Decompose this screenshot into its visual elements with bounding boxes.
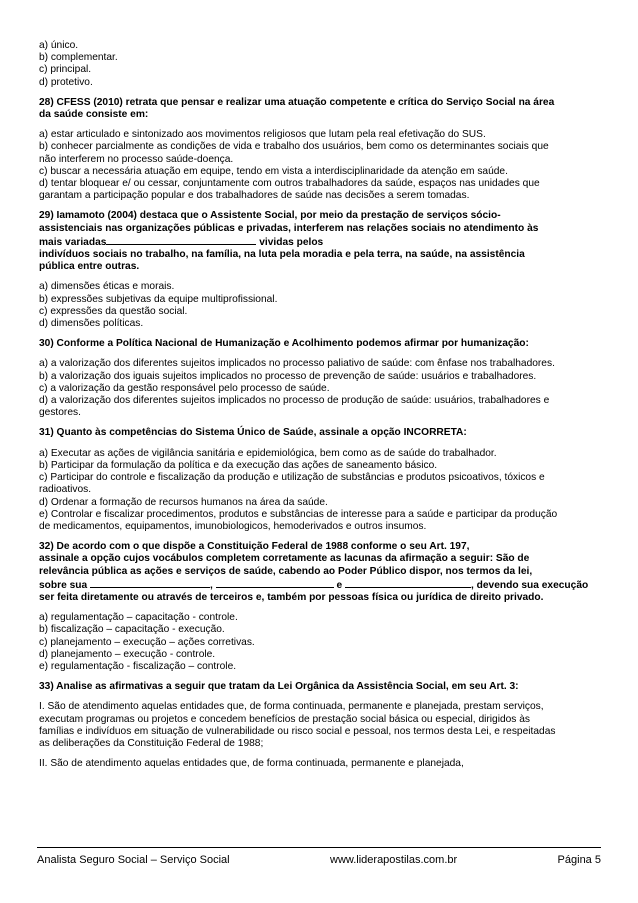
- question-33-statement-i-line4: as deliberações da Constituição Federal de 1988;: [39, 737, 264, 749]
- question-30-option-d-line1: d) a valorização dos diferentes sujeitos implicados no processo de produção de saúde: usuários, trabalhadores e: [39, 395, 550, 407]
- question-29-title-line2: assistenciais nas organizações públicas e privadas, interferem nas relações sociais no atendimento às: [39, 222, 539, 234]
- question-31-option-e-line2: de medicamentos, equipamentos, imunobiologicos, hemoderivados e outros insumos.: [39, 520, 427, 532]
- question-31-title: 31) Quanto às competências do Sistema Único de Saúde, assinale a opção INCORRETA:: [39, 427, 467, 439]
- question-33-statement-i-line1: I. São de atendimento aquelas entidades que, de forma continuada, permanente e planejada, prestam serviços,: [39, 701, 544, 713]
- question-30-option-d-line2: gestores.: [39, 407, 81, 419]
- question-32-and: e: [333, 579, 345, 591]
- fill-in-blank-1: [90, 578, 210, 588]
- question-30-title: 30) Conforme a Política Nacional de Humanização e Acolhimento podemos afirmar por humanização:: [39, 338, 529, 350]
- question-32-title-line2: assinale a opção cujos vocábulos completem corretamente as lacunas da afirmação a seguir: São de: [39, 553, 530, 565]
- previous-question-options: [39, 40, 601, 89]
- fill-in-blank-2: [216, 578, 334, 588]
- question-33-statement-i-line3: famílias e indivíduos em situação de vulnerabilidade ou risco social e pessoal, nos termos desta Lei, e respeitadas: [39, 725, 556, 737]
- question-31-option-b: b) Participar da formulação da política e da execução das ações de saneamento básico.: [39, 459, 438, 471]
- document-body: [39, 40, 601, 770]
- question-33-statement-ii: II. São de atendimento aquelas entidades que, de forma continuada, permanente e planejada,: [39, 758, 464, 770]
- question-29-title-line4: indivíduos sociais no trabalho, na família, na luta pela moradia e pela terra, na saúde, na assistência: [39, 249, 525, 261]
- question-29-title-line5: pública entre outras.: [39, 261, 140, 273]
- question-32-title-line1: 32) De acordo com o que dispõe a Constituição Federal de 1988 conforme o seu Art. 197,: [39, 541, 470, 553]
- question-31-option-e-line1: e) Controlar e fiscalizar procedimentos, produtos e substâncias de interesse para a saúde e participar da produção: [39, 508, 558, 520]
- question-33: [39, 681, 601, 770]
- question-31-option-a: a) Executar as ações de vigilância sanitária e epidemiológica, bem como as de saúde do trabalhador.: [39, 447, 497, 459]
- question-32-title-line4-end: , devendo sua execução: [471, 579, 589, 591]
- option-d: d) protetivo.: [39, 76, 93, 88]
- question-28-title-line2: da saúde consiste em:: [39, 109, 149, 121]
- question-32-option-c: c) planejamento – execução – ações corretivas.: [39, 636, 255, 648]
- question-32-option-e: e) regulamentação - fiscalização – controle.: [39, 660, 237, 672]
- question-28-option-b-line1: b) conhecer parcialmente as condições de vida e trabalho dos usuários, bem como os determinantes sociais que: [39, 141, 549, 153]
- question-28: [39, 97, 601, 203]
- question-31-option-c-line2: radioativos.: [39, 484, 92, 496]
- question-33-title: 33) Analise as afirmativas a seguir que tratam da Lei Orgânica da Assistência Social, em seu Art. 3:: [39, 681, 519, 693]
- footer-page-number: Página 5: [557, 854, 601, 866]
- question-28-option-b-line2: não interferem no processo saúde-doença.: [39, 153, 234, 165]
- question-32-option-d: d) planejamento – execução - controle.: [39, 648, 216, 660]
- footer-website: www.liderapostilas.com.br: [330, 854, 458, 866]
- question-32-title-line5: ser feita diretamente ou através de terceiros e, também por pessoas física ou jurídica de direito privado.: [39, 591, 544, 603]
- question-32-title-line3: relevância pública as ações e serviços de saúde, cabendo ao Poder Público dispor, nos termos da lei,: [39, 565, 533, 577]
- option-c: c) principal.: [39, 64, 92, 76]
- question-32: [39, 541, 601, 673]
- question-29-option-d: d) dimensões políticas.: [39, 318, 144, 330]
- option-a: a) único.: [39, 40, 79, 51]
- footer-course-title: Analista Seguro Social – Serviço Social: [37, 854, 230, 866]
- question-28-option-c: c) buscar a necessária atuação em equipe, tendo em vista a interdisciplinaridade da atenção em saúde.: [39, 165, 508, 177]
- question-29-title-line3-start: mais variadas: [39, 236, 107, 248]
- question-29-option-a: a) dimensões éticas e morais.: [39, 281, 175, 293]
- fill-in-blank-3: [345, 578, 471, 588]
- question-30-option-b: b) a valorização dos iguais sujeitos implicados no processo de prevenção de saúde: usuários e trabalhadores.: [39, 370, 537, 382]
- question-32-option-a: a) regulamentação – capacitação - controle.: [39, 612, 238, 624]
- question-31-option-d: d) Ordenar a formação de recursos humanos na área da saúde.: [39, 496, 328, 508]
- question-29: [39, 210, 601, 330]
- question-29-title-line3: [39, 235, 601, 249]
- question-30: [39, 338, 601, 419]
- question-29-option-b: b) expressões subjetivas da equipe multiprofissional.: [39, 293, 278, 305]
- page-footer: [37, 847, 601, 867]
- question-33-statement-i-line2: executam programas ou projetos e concedem benefícios de prestação social básica ou especial, dirigidos às: [39, 713, 530, 725]
- fill-in-blank: [106, 235, 256, 245]
- question-31-option-c-line1: c) Participar do controle e fiscalização da produção e utilização de substâncias e produtos psicoativos, tóxicos e: [39, 472, 545, 484]
- question-29-title-line1: 29) Iamamoto (2004) destaca que o Assistente Social, por meio da prestação de serviços sócio-: [39, 210, 501, 222]
- question-28-title-line1: 28) CFESS (2010) retrata que pensar e realizar uma atuação competente e crítica do Serviço Social na área: [39, 96, 555, 108]
- question-28-option-d-line2: garantam a participação popular e dos trabalhadores de saúde nas decisões a serem tomadas.: [39, 190, 470, 202]
- question-28-option-a: a) estar articulado e sintonizado aos movimentos religiosos que lutam pela real efetivação do SUS.: [39, 129, 486, 141]
- question-32-title-line4: [39, 578, 601, 592]
- question-29-option-c: c) expressões da questão social.: [39, 305, 188, 317]
- question-31: [39, 427, 601, 533]
- question-30-option-c: c) a valorização da gestão responsável pelo processo de saúde.: [39, 382, 330, 394]
- question-29-title-line3-end: vividas pelos: [256, 236, 324, 248]
- question-30-option-a: a) a valorização dos diferentes sujeitos implicados no processo paliativo de saúde: com ênfase nos trabalhadores.: [39, 358, 555, 370]
- option-b: b) complementar.: [39, 52, 118, 64]
- question-32-option-b: b) fiscalização – capacitação - execução.: [39, 624, 225, 636]
- question-32-title-line4-start: sobre sua: [39, 579, 88, 591]
- question-28-option-d-line1: d) tentar bloquear e/ ou cessar, conjuntamente com outros trabalhadores da saúde, espaços nas unidades que: [39, 178, 540, 190]
- question-32-comma: ,: [209, 579, 213, 591]
